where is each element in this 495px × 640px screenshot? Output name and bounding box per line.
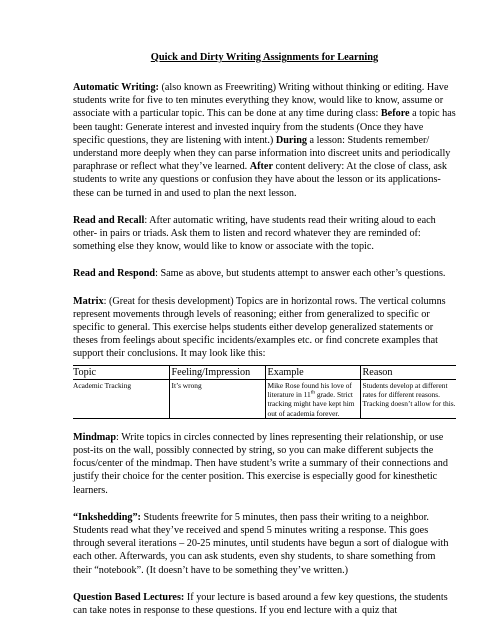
read-and-respond-text: : Same as above, but students attempt to answer each other’s questions. xyxy=(155,268,446,280)
read-and-recall-heading: Read and Recall xyxy=(73,214,145,226)
during-label: During xyxy=(275,134,307,146)
inkshedding-text: Students freewrite for 5 minutes, then pass their writing to a neighbor. Students read what they’ve received and spend 5 minutes writing a response. This goes through several iterations – 20-25 minutes, until students have begun a sort of dialogue with each other. Afterwards, you can ask students, even shy students, to share something from their “notebook”. (It doesn’t have to be something they’ve written.) xyxy=(73,511,449,576)
automatic-writing-paragraph xyxy=(73,81,456,200)
cell-topic: Academic Tracking xyxy=(73,379,169,418)
matrix-text: : (Great for thesis development) Topics are in horizontal rows. The vertical columns represent movements through levels of reasoning; either from generalized to specific or specific to general. This exercise helps students either develop generalized statements or theses from feelings about specific incidents/examples etc. or find concrete examples that support their conclusions. It may look like this: xyxy=(73,295,446,360)
mindmap-paragraph xyxy=(73,431,456,497)
document-body xyxy=(73,51,456,631)
read-and-respond-heading: Read and Respond xyxy=(73,268,156,280)
cell-example-text-a: Mike Rose found his love of literature in 11 xyxy=(267,380,352,399)
table-row xyxy=(73,379,456,418)
automatic-writing-text-3: a lesson: Students remember/ understand more deeply when they can parse information into discreet units and periodically paraphrase or reflect what they’ve learned. xyxy=(73,134,451,173)
matrix-table xyxy=(73,365,456,419)
read-and-respond-paragraph xyxy=(73,267,456,280)
cell-example-text-b: grade. Strict tracking might have kept him out of academia forever. xyxy=(267,389,355,418)
cell-example-sup: th xyxy=(310,389,316,396)
header-example: Example xyxy=(265,365,360,379)
automatic-writing-text-4: content delivery: At the close of class, ask students to write any questions or confusion they have about the lesson or its applications- these can be turned in and used to plan the next lesson. xyxy=(73,161,447,199)
header-feeling: Feeling/Impression xyxy=(169,365,265,379)
header-reason: Reason xyxy=(360,365,456,379)
cell-example xyxy=(265,379,360,418)
question-lectures-heading: Question Based Lectures: xyxy=(73,591,185,603)
document-title: Quick and Dirty Writing Assignments for Learning xyxy=(150,52,379,63)
mindmap-heading: Mindmap xyxy=(73,431,117,443)
inkshedding-heading: “Inkshedding”: xyxy=(73,511,141,523)
mindmap-text: : Write topics in circles connected by lines representing their relationship, or use post-its on the wall, possibly connected by string, so you can make different subjects the focus/center of the mindmap. Then have student’s write a summary of their connections and justify their choice for the center position. This exercise is especially good for kinesthetic learners. xyxy=(73,431,448,496)
cell-example-box xyxy=(268,381,360,418)
matrix-header-row xyxy=(73,365,456,379)
automatic-writing-heading: Automatic Writing: xyxy=(73,82,159,93)
cell-reason: Students develop at different rates for different reasons. Tracking doesn’t allow for this. xyxy=(360,379,456,418)
automatic-writing-text-2: a topic has been taught: Generate interest and invested inquiry from the students (Once they have specific questions, they are listening with intent.) xyxy=(73,108,456,146)
read-and-recall-text: : After automatic writing, have students read their writing aloud to each other- in pairs or triads. Ask them to listen and record whatever they are reminded of: something else they know, would like to know or associate with the topic. xyxy=(73,214,436,253)
automatic-writing-text-1: (also known as Freewriting) Writing without thinking or editing. Have students write for five to ten minutes everything they know, would like to know, assume or associate with a particular topic. This can be done at any time during class: xyxy=(73,82,449,120)
header-topic: Topic xyxy=(73,365,169,379)
matrix-heading: Matrix xyxy=(73,295,104,307)
matrix-paragraph xyxy=(73,295,456,361)
question-lectures-text: If your lecture is based around a few key questions, the students can take notes in response to these questions. If you end lecture with a quiz that xyxy=(73,591,448,617)
before-label: Before xyxy=(380,108,410,120)
question-lectures-paragraph xyxy=(73,591,456,617)
cell-feeling: It’s wrong xyxy=(169,379,265,418)
inkshedding-paragraph xyxy=(73,511,456,577)
read-and-recall-paragraph xyxy=(73,214,456,254)
after-label: After xyxy=(249,161,273,173)
